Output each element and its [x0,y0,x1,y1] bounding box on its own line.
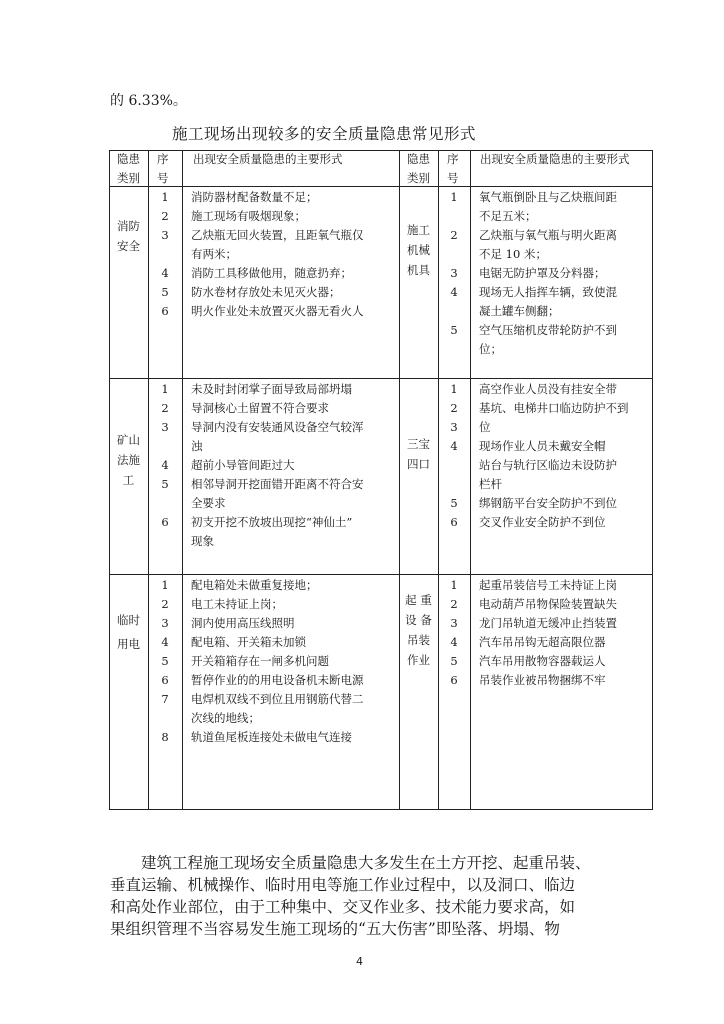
category-temporary-power: 临时 用电 [117,613,140,651]
table-title: 施工现场出现较多的安全质量隐患常见形式 [172,125,477,143]
hazard-list: 起重吊装信号工未持证上岗 电动葫芦吊物保险装置缺失 龙门吊轨道无缓冲止挡装置 汽车吊吊钩无超高限位器 汽车吊用散物容器载运人 吊装作业被吊物捆绑不牢 [479,578,617,687]
category-machinery: 施工 机械 机具 [407,223,430,277]
hazard-list: 配电箱处未做重复接地； 电工未持证上岗； 洞内使用高压线照明 配电箱、开关箱未加锁 开关箱箱存在一闸多机问题 暂停作业的的用电设备机未断电源 电焊机双线不到位且用钢筋代替二 次线的地线； 轨道鱼尾板连接处未做电气连接 [191,578,364,744]
category-lifting-operations: 起 重 设 备 吊装 作业 [405,593,432,667]
seq-column: 1 2 3 4 5 [450,190,458,337]
header-seq: 序 号 [157,152,169,185]
category-fire-safety: 消防 安全 [117,219,140,253]
category-three-treasures: 三宝 四口 [407,437,430,471]
seq-column: 1 2 3 4 5 6 [161,190,169,318]
paragraph-line: 垂直运输、机械操作、临时用电等施工作业过程中，以及洞口、临边 [110,876,576,894]
header-form: 出现安全质量隐患的主要形式 [193,152,343,166]
hazard-list: 未及时封闭掌子面导致局部坍塌 导洞核心土留置不符合要求 导洞内没有安装通风设备空气较浑 浊 超前小导管间距过大 相邻导洞开挖面错开距离不符合安 全要求 初支开挖不放坡出现挖“神仙土” 现象 [191,382,364,548]
page-number: 4 [356,955,363,968]
header-seq-right: 序 号 [447,152,459,185]
hazard-list: 消防器材配备数量不足； 施工现场有吸烟现象； 乙炔瓶无回火装置，且距氧气瓶仅 有两米； 消防工具移做他用，随意扔弃； 防水卷材存放处未见灭火器； 明火作业处未放置灭火器无看火人 [191,190,364,318]
paragraph-line: 和高处作业部位，由于工种集中、交叉作业多、技术能力要求高，如 [110,898,576,916]
seq-column: 1 2 3 4 5 6 [161,382,169,529]
hazard-list: 高空作业人员没有挂安全带 基坑、电梯井口临边防护不到 位 现场作业人员未戴安全帽 站台与轨行区临边未设防护 栏杆 绑钢筋平台安全防护不到位 交叉作业安全防护不到位 [479,382,629,529]
seq-column: 1 2 3 4 5 6 7 8 [161,578,169,744]
hazard-list: 氧气瓶倒卧且与乙炔瓶间距 不足五米； 乙炔瓶与氧气瓶与明火距离 不足 10 米； 电锯无防护罩及分料器； 现场无人指挥车辆，致使混 凝土罐车侧翻； 空气压缩机皮带轮防护不到 位； [479,190,617,356]
hazard-table [109,150,653,810]
category-mining-method: 矿山 法施 工 [117,433,140,487]
header-category-right: 隐患 类别 [407,152,430,185]
header-form-right: 出现安全质量隐患的主要形式 [480,152,630,166]
body-paragraph [110,852,620,940]
intro-line: 的 6.33%。 [110,93,187,109]
paragraph-line: 果组织管理不当容易发生施工现场的“五大伤害”即坠落、坍塌、物 [110,920,560,938]
seq-column: 1 2 3 4 5 6 [450,382,458,529]
paragraph-line: 建筑工程施工现场安全质量隐患大多发生在土方开挖、起重吊装、 [141,854,591,872]
seq-column: 1 2 3 4 5 6 [450,578,458,687]
header-category: 隐患 类别 [117,152,140,185]
